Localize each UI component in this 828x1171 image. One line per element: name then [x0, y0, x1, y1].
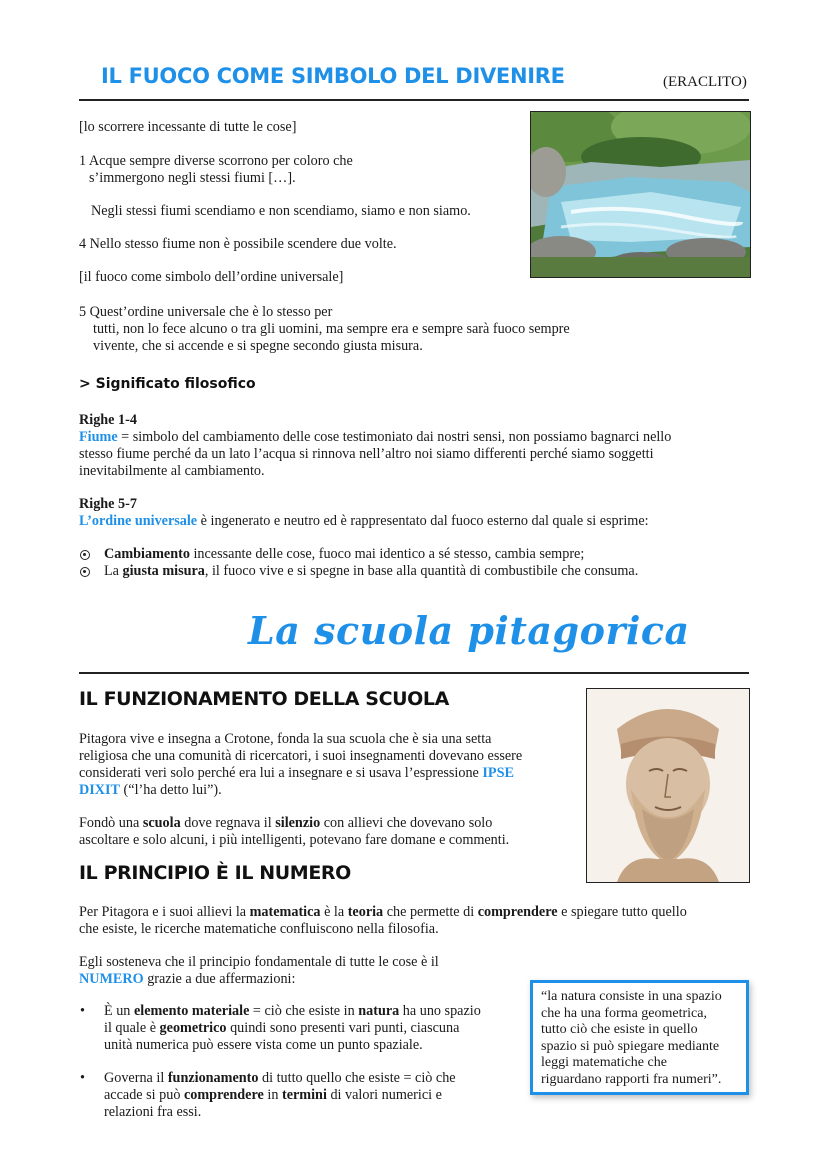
significato-heading: > Significato filosofico [79, 376, 256, 392]
bullet-dot-icon: • [80, 1070, 85, 1086]
divider [79, 672, 749, 674]
elemento-bold: elemento materiale [133, 1003, 250, 1019]
b2-text: di valori numerici e [326, 1087, 442, 1103]
ordine-term: L’ordine universale [79, 513, 198, 529]
heading-funzionamento: IL FUNZIONAMENTO DELLA SCUOLA [79, 688, 449, 710]
bullet-cambiamento [104, 546, 584, 563]
p1-line1: Pitagora vive e insegna a Crotone, fonda la sua scuola che è sia una setta [79, 731, 492, 747]
b1-line1 [104, 1003, 481, 1020]
fragment-4-line1: 5 Quest’ordine universale che è lo stesso per [79, 304, 333, 320]
quote-line: spazio si può spiegare mediante [541, 1038, 720, 1054]
fiume-term: Fiume [79, 429, 118, 445]
p1-line4-text: (“l’ha detto lui”). [120, 782, 222, 798]
p3-line2: che esiste, le ricerche matematiche confluiscono nella filosofia. [79, 921, 439, 937]
comprendere-bold: comprendere [477, 904, 558, 920]
p3-text: che permette di [383, 904, 478, 920]
p3-text: Per Pitagora e i suoi allievi la [79, 904, 250, 920]
quote-line: leggi matematiche che [541, 1055, 667, 1071]
quote-line: riguardano rapporti fra numeri”. [541, 1071, 722, 1087]
matematica-bold: matematica [249, 904, 321, 920]
ordine-text: è ingenerato e neutro ed è rappresentato dal fuoco esterno dal quale si esprime: [197, 513, 649, 529]
natura-bold: natura [358, 1003, 400, 1019]
p2-text: con allievi che dovevano solo [320, 815, 493, 831]
p2-text: dove regnava il [180, 815, 276, 831]
b2-line1 [104, 1070, 456, 1087]
b1-text: quindi sono presenti vari punti, ciascuna [226, 1020, 460, 1036]
pythagoras-image [586, 688, 750, 883]
script-title: La scuola pitagorica [248, 608, 690, 653]
b1-text: = ciò che esiste in [249, 1003, 359, 1019]
b2-text: Governa il [104, 1070, 168, 1086]
heading-principio: IL PRINCIPIO È IL NUMERO [79, 862, 351, 884]
b2-text: di tutto quello che esiste = ciò che [258, 1070, 456, 1086]
b1-text: È un [104, 1003, 134, 1019]
b1-text: ha uno spazio [399, 1003, 481, 1019]
p3-text: e spiegare tutto quello [557, 904, 687, 920]
author-label: (ERACLITO) [663, 74, 747, 90]
cambiamento-bold: Cambiamento [104, 546, 190, 562]
pythagoras-bust-icon [587, 689, 749, 882]
fragment-1-line2: s’immergono negli stessi fiumi […]. [89, 170, 296, 186]
b1-line3: unità numerica può essere vista come un punto spaziale. [104, 1037, 423, 1053]
p2-line1 [79, 815, 492, 832]
geometrico-bold: geometrico [159, 1020, 227, 1036]
teoria-bold: teoria [347, 904, 384, 920]
silenzio-bold: silenzio [275, 815, 321, 831]
giusta-pre: La [104, 563, 123, 579]
fragment-4-line2: tutti, non lo fece alcuno o tra gli uomini, ma sempre era e sempre sarà fuoco sempre [93, 321, 570, 337]
bullet-dot-icon: • [80, 1003, 85, 1019]
giusta-bold: giusta misura [122, 563, 205, 579]
fragment-3: 4 Nello stesso fiume non è possibile scendere due volte. [79, 236, 397, 252]
p2-line2: ascoltare e solo alcuni, i più intelligenti, potevano fare domane e commenti. [79, 832, 510, 848]
p1-line3 [79, 765, 514, 782]
numero-term: NUMERO [79, 971, 144, 987]
p1-line4 [79, 782, 222, 799]
funzionamento-bold: funzionamento [167, 1070, 259, 1086]
righe-5-7-label: Righe 5-7 [79, 496, 137, 512]
b2-text: in [263, 1087, 282, 1103]
fiume-text: = simbolo del cambiamento delle cose testimoniato dai nostri sensi, non possiamo bagnarci nello [117, 429, 672, 445]
b2-line3: relazioni fra essi. [104, 1104, 202, 1120]
fiume-paragraph-line3: inevitabilmente al cambiamento. [79, 463, 265, 479]
bullet-icon [80, 567, 90, 577]
p4-line1: Egli sosteneva che il principio fondamentale di tutte le cose è il [79, 954, 439, 970]
quote-box [530, 980, 749, 1095]
cambiamento-text: incessante delle cose, fuoco mai identico a sé stesso, cambia sempre; [189, 546, 585, 562]
fiume-paragraph-line1 [79, 429, 671, 446]
subtitle-fuoco: [il fuoco come simbolo dell’ordine universale] [79, 269, 344, 285]
bullet-giusta-misura [104, 563, 638, 580]
quote-line: che ha una forma geometrica, [541, 1005, 707, 1021]
b2-text: accade si può [104, 1087, 184, 1103]
fragment-4-line3: vivente, che si accende e si spegne secondo giusta misura. [93, 338, 423, 354]
fiume-paragraph-line2: stesso fiume perché da un lato l’acqua si rinnova nell’altro noi siamo differenti perché siamo soggetti [79, 446, 654, 462]
p3-text: è la [320, 904, 348, 920]
p1-line2: religiosa che una comunità di ricercatori, i suoi insegnamenti dovevano essere [79, 748, 523, 764]
divider [79, 99, 749, 101]
quote-line: “la natura consiste in una spazio [541, 989, 722, 1004]
river-photo-icon [531, 112, 750, 277]
quote-line: tutto ciò che esiste in quello [541, 1022, 698, 1038]
b1-line2 [104, 1020, 459, 1037]
p4-line2 [79, 971, 295, 988]
p4-text: grazie a due affermazioni: [143, 971, 296, 987]
righe-1-4-label: Righe 1-4 [79, 412, 137, 428]
fragment-1-line1: 1 Acque sempre diverse scorrono per coloro che [79, 153, 353, 169]
ordine-paragraph [79, 513, 649, 530]
giusta-text: , il fuoco vive e si spegne in base alla quantità di combustibile che consuma. [204, 563, 639, 579]
p1-line3-text: considerati veri solo perché era lui a insegnare e si usava l’espressione [79, 765, 483, 781]
scuola-bold: scuola [142, 815, 181, 831]
b2-line2 [104, 1087, 442, 1104]
bullet-icon [80, 550, 90, 560]
subtitle-scorrere: [lo scorrere incessante di tutte le cose] [79, 119, 297, 135]
b1-text: il quale è [104, 1020, 160, 1036]
termini-bold: termini [281, 1087, 327, 1103]
section-title: IL FUOCO COME SIMBOLO DEL DIVENIRE [101, 64, 565, 88]
river-image [530, 111, 751, 278]
p2-text: Fondò una [79, 815, 143, 831]
comprendere-bold: comprendere [183, 1087, 264, 1103]
p3-line1 [79, 904, 687, 921]
dixit-term: DIXIT [79, 782, 120, 798]
ipse-term: IPSE [482, 765, 514, 781]
fragment-2: Negli stessi fiumi scendiamo e non scendiamo, siamo e non siamo. [91, 203, 471, 219]
